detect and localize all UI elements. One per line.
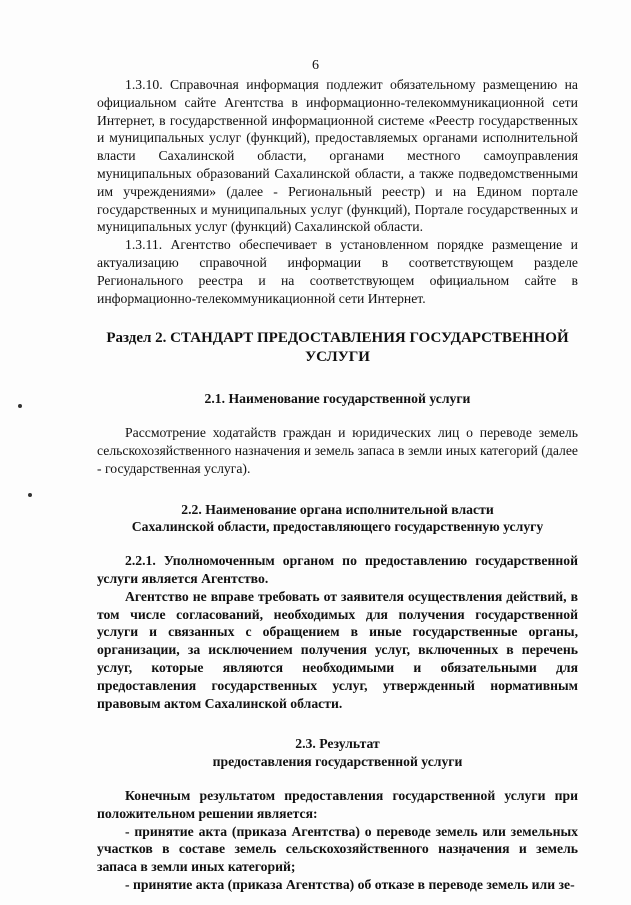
paragraph-2-3-item-1: - принятие акта (приказа Агентства) о переводе земель или земельных участков в составе земель сельскохозяйственного назначения и земель запаса в земли иных категорий; <box>97 823 578 875</box>
paragraph-1-3-10: 1.3.10. Справочная информация подлежит обязательному размещению на официальном сайте Агентства в информационно-телекоммуникационной сети Интернет, в государственной информационной системе «Реестр государственных и муниципальных услуг (функций), предоставляемых органами исполнительной власти Сахалинской области, органами местного самоуправления муниципальных образований Сахалинской области, а также подведомственными им учреждениями» (далее - Региональный реестр) и на Едином портале государственных и муниципальных услуг (функций), Портале государственных и муниципальных услуг (функций) Сахалинской области. <box>97 77 578 235</box>
subsection-2-2-title-line2: Сахалинской области, предоставляющего государственную услугу <box>131 519 544 535</box>
subsection-2-1-title: 2.1. Наименование государственной услуги <box>204 391 471 407</box>
paragraph-2-3-item-2: - принятие акта (приказа Агентства) об отказе в переводе земель или зе- <box>125 876 575 892</box>
subsection-2-3-title <box>97 735 578 771</box>
section-2-title: Раздел 2. СТАНДАРТ ПРЕДОСТАВЛЕНИЯ ГОСУДАРСТВЕННОЙ УСЛУГИ <box>106 330 569 366</box>
paragraph-2-2-agency: Агентство не вправе требовать от заявителя осуществления действий, в том числе согласований, необходимых для получения государственной услуги и связанных с обращением в иные государственные органы, организации, за исключением получения услуг, включенных в перечень услуг, которые являются необходимыми и обязательными для предоставления государственных услуг, утвержденный нормативным правовым актом Сахалинской области. <box>97 588 578 711</box>
paragraph-2-2-1: 2.2.1. Уполномоченным органом по предоставлению государственной услуги является Агентство. <box>97 553 578 586</box>
document-body <box>97 76 578 894</box>
scan-mark <box>28 493 32 497</box>
subsection-2-2-body <box>97 552 578 712</box>
subsection-2-2-title <box>97 501 578 537</box>
subsection-2-1-text: Рассмотрение ходатайств граждан и юридических лиц о переводе земель сельскохозяйственного назначения и земель запаса в земли иных категорий (далее - государственная услуга). <box>97 425 578 476</box>
subsection-2-3-title-line2: предоставления государственной услуги <box>212 754 463 770</box>
page-number: 6 <box>312 58 319 73</box>
paragraph-2-3-result: Конечным результатом предоставления государственной услуги при положительном решении является: <box>97 787 578 821</box>
scan-mark <box>18 404 22 408</box>
subsection-2-3-body <box>97 787 578 894</box>
subsection-2-3-title-line1: 2.3. Результат <box>295 736 380 752</box>
subsection-2-2-title-line1: 2.2. Наименование органа исполнительной власти <box>181 501 494 517</box>
paragraph-1-3-11: 1.3.11. Агентство обеспечивает в установленном порядке размещение и актуализацию справочной информации в соответствующем разделе Регионального реестра и на соответствующем официальном сайте в информационно-телекоммуникационной сети Интернет. <box>97 237 578 306</box>
